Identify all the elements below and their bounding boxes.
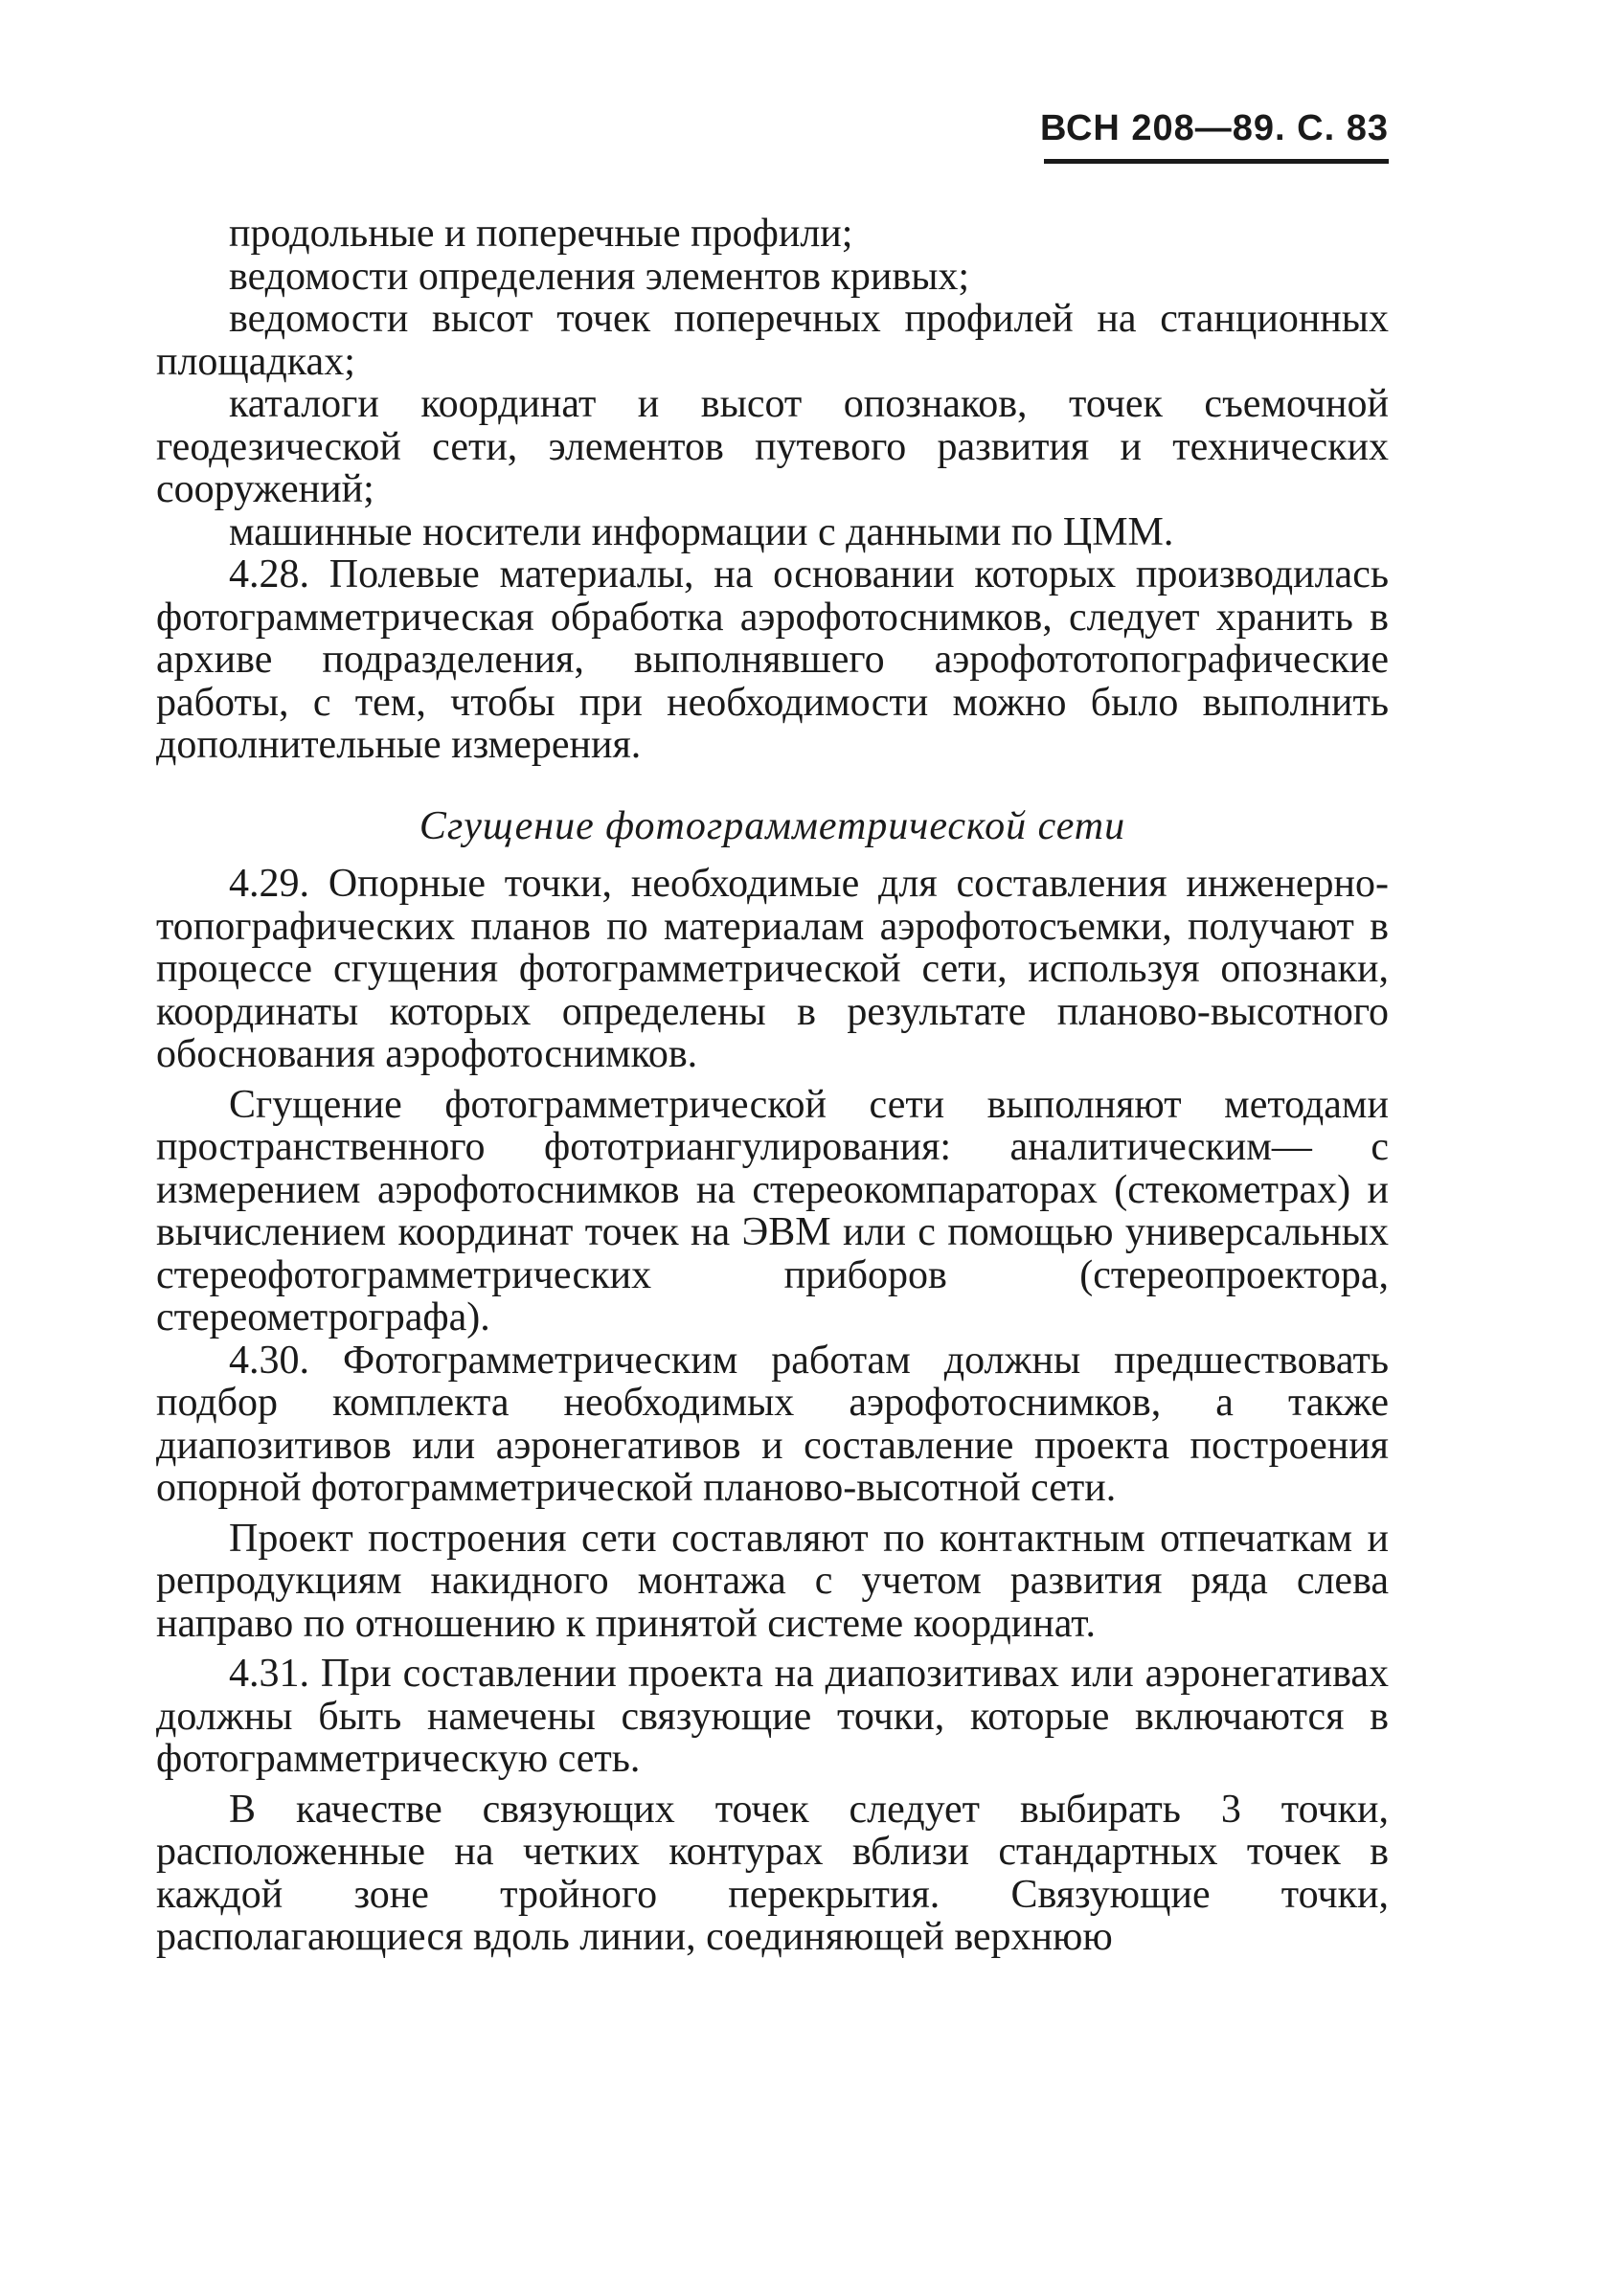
list-item-dtm-media: машинные носители информации с данными по ЦММ. xyxy=(229,509,1174,554)
list-item-curve-elements: ведомости определения элементов кривых; xyxy=(229,254,970,299)
paragraph-4-29: 4.29. Опорные точки, необходимые для составления инженерно-топографических планов по материалам аэрофотосъемки, получают в процессе сгущения фотограмметрической сети, используя опознаки, координаты которых определены в результате планово-высотного обоснования аэрофотоснимков. xyxy=(156,862,1389,1076)
paragraph-tie-points: В качестве связующих точек следует выбирать 3 точки, расположенные на четких контурах вблизи стандартных точек в каждой зоне тройного перекрытия. Связующие точки, располагающиеся вдоль линии, соединяющей верхнюю xyxy=(156,1787,1389,1959)
document-body xyxy=(156,213,1389,1959)
list-item-coordinate-catalogs: каталоги координат и высот опознаков, точек съемочной геодезической сети, элементов путевого развития и технических сооружений; xyxy=(156,382,1389,511)
page-header: ВСН 208—89. С. 83 xyxy=(1039,108,1389,148)
paragraph-4-28: 4.28. Полевые материалы, на основании которых производилась фотограмметрическая обработка аэрофотоснимков, следует хранить в архиве подразделения, выполнявшего аэрофототопографические работы, с тем, чтобы при необходимости можно было выполнить дополнительные измерения. xyxy=(156,552,1389,767)
paragraph-4-31: 4.31. При составлении проекта на диапозитивах или аэронегативах должны быть намечены связующие точки, которые включаются в фотограмметрическую сеть. xyxy=(156,1652,1389,1781)
paragraph-4-30: 4.30. Фотограмметрическим работам должны предшествовать подбор комплекта необходимых аэрофотоснимков, а также диапозитивов или аэронегативов и составление проекта построения опорной фотограмметрической планово-высотной сети. xyxy=(156,1338,1389,1510)
paragraph-network-project: Проект построения сети составляют по контактным отпечаткам и репродукциям накидного монтажа с учетом развития ряда слева направо по отношению к принятой системе координат. xyxy=(156,1516,1389,1646)
paragraph-densification-methods: Сгущение фотограмметрической сети выполняют методами пространственного фототриангулирования: аналитическим— с измерением аэрофотоснимков на стереокомпараторах (стекометрах) и вычислением координат точек на ЭВМ или с помощью универсальных стереофотограмметрических приборов (стереопроектора, стереометрографа). xyxy=(156,1082,1389,1339)
header-rule xyxy=(1044,159,1389,164)
section-heading: Сгущение фотограмметрической сети xyxy=(419,803,1126,848)
list-item-station-heights: ведомости высот точек поперечных профилей на станционных площадках; xyxy=(156,297,1389,384)
list-item-profiles: продольные и поперечные профили; xyxy=(229,212,853,256)
